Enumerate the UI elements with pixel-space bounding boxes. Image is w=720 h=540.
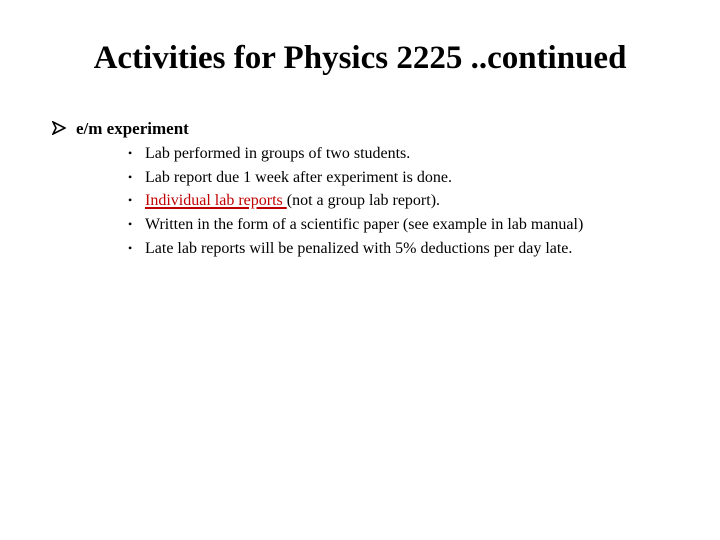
section-heading — [52, 118, 189, 140]
bullet-dot-icon: • — [128, 240, 133, 255]
list-item — [128, 166, 583, 190]
list-item-text: Late lab reports will be penalized with 5% deductions per day late. — [145, 239, 573, 257]
bullet-list — [128, 142, 583, 261]
section-heading-label: e/m experiment — [76, 119, 189, 138]
bullet-dot-icon: • — [128, 169, 133, 184]
list-item-text: Written in the form of a scientific paper (see example in lab manual) — [145, 216, 584, 234]
list-item — [128, 189, 583, 213]
list-item — [128, 237, 583, 261]
arrow-bullet-icon — [52, 121, 66, 135]
list-item-text: (not a group lab report). — [286, 192, 441, 210]
list-item-text: Lab performed in groups of two students. — [145, 145, 411, 162]
bullet-dot-icon: • — [128, 193, 133, 208]
list-item — [128, 213, 583, 237]
bullet-dot-icon: • — [128, 146, 133, 160]
list-item-text: Lab report due 1 week after experiment is done. — [145, 168, 452, 186]
bullet-dot-icon: • — [128, 217, 133, 232]
list-item — [128, 142, 583, 166]
emphasis-text: Individual lab reports — [145, 192, 287, 210]
slide-title: Activities for Physics 2225 ..continued — [93, 40, 627, 76]
